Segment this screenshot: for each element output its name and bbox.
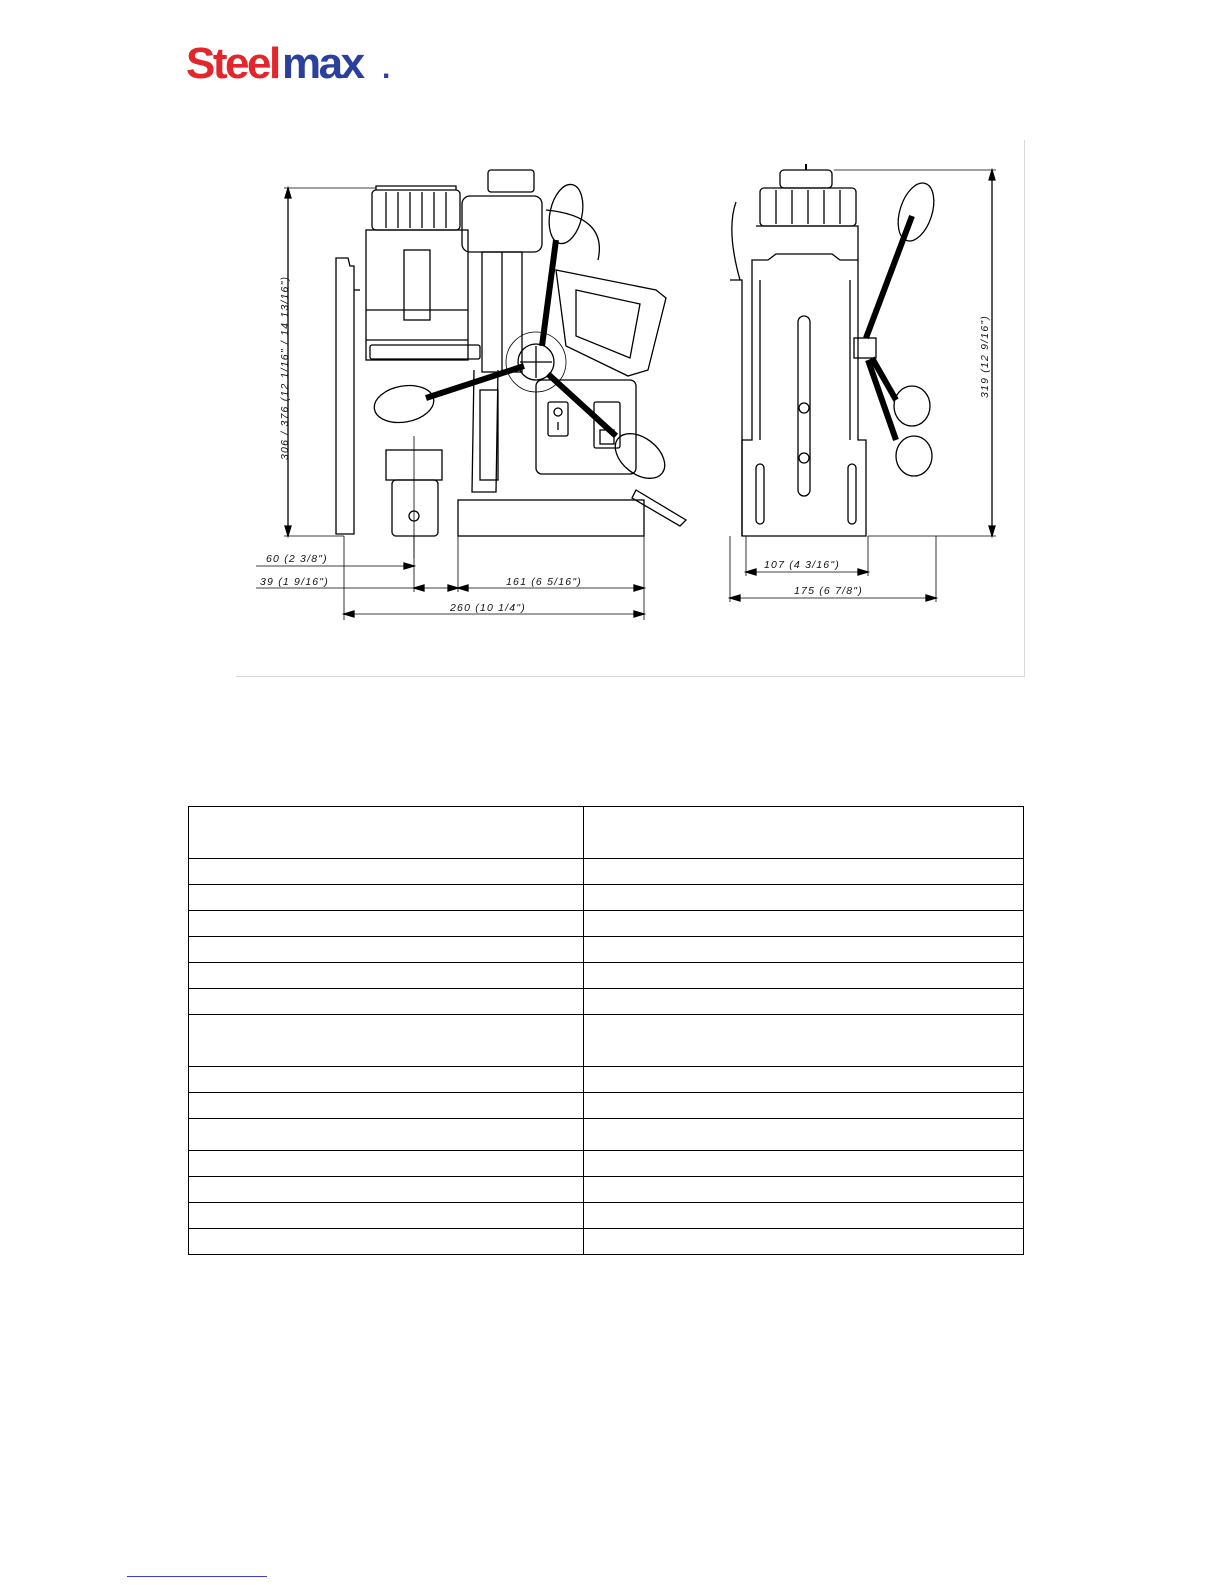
technical-drawing xyxy=(236,140,1025,677)
spec-label-cell xyxy=(189,1067,584,1093)
spec-value-cell xyxy=(584,807,1024,859)
spec-value-cell xyxy=(584,1119,1024,1151)
dim-height-side: 306 / 376 (12 1/16" / 14 13/16") xyxy=(279,275,291,460)
spec-label-cell xyxy=(189,807,584,859)
table-row xyxy=(189,859,1024,885)
spec-label-cell xyxy=(189,989,584,1015)
spec-value-cell xyxy=(584,1093,1024,1119)
spec-value-cell xyxy=(584,1151,1024,1177)
spec-label-cell xyxy=(189,937,584,963)
spec-value-cell xyxy=(584,1203,1024,1229)
spec-label-cell xyxy=(189,1151,584,1177)
drawing-svg xyxy=(236,140,1024,676)
spec-label-cell xyxy=(189,1177,584,1203)
table-row xyxy=(189,885,1024,911)
table-row xyxy=(189,1203,1024,1229)
table-row xyxy=(189,911,1024,937)
table-row xyxy=(189,989,1024,1015)
spec-label-cell xyxy=(189,859,584,885)
dim-175: 175 (6 7/8") xyxy=(794,585,863,597)
logo-mark: . xyxy=(382,52,391,85)
dim-60: 60 (2 3/8") xyxy=(266,553,328,565)
spec-value-cell xyxy=(584,989,1024,1015)
spec-label-cell xyxy=(189,885,584,911)
dim-107: 107 (4 3/16") xyxy=(764,559,840,571)
dim-39: 39 (1 9/16") xyxy=(260,576,329,588)
spec-value-cell xyxy=(584,1067,1024,1093)
dim-161: 161 (6 5/16") xyxy=(506,576,582,588)
spec-label-cell xyxy=(189,1119,584,1151)
logo-text-blue: max xyxy=(282,40,363,88)
spec-label-cell xyxy=(189,1229,584,1255)
table-row xyxy=(189,1229,1024,1255)
steelmax-logo xyxy=(186,40,396,88)
table-row xyxy=(189,963,1024,989)
spec-value-cell xyxy=(584,1229,1024,1255)
table-row xyxy=(189,1119,1024,1151)
table-row xyxy=(189,1151,1024,1177)
spec-table xyxy=(188,806,1024,1255)
spec-label-cell xyxy=(189,963,584,989)
spec-table-body xyxy=(189,807,1024,1255)
spec-value-cell xyxy=(584,859,1024,885)
dim-height-front: 319 (12 9/16") xyxy=(979,315,991,398)
spec-label-cell xyxy=(189,1015,584,1067)
table-row xyxy=(189,937,1024,963)
table-row xyxy=(189,1067,1024,1093)
spec-value-cell xyxy=(584,937,1024,963)
spec-label-cell xyxy=(189,1093,584,1119)
spec-value-cell xyxy=(584,1177,1024,1203)
spec-value-cell xyxy=(584,911,1024,937)
table-row xyxy=(189,1177,1024,1203)
footer-link-underline[interactable] xyxy=(127,1576,267,1577)
front-view xyxy=(730,164,996,602)
spec-value-cell xyxy=(584,963,1024,989)
table-row xyxy=(189,1093,1024,1119)
spec-label-cell xyxy=(189,1203,584,1229)
spec-value-cell xyxy=(584,885,1024,911)
dim-260: 260 (10 1/4") xyxy=(450,602,526,614)
logo-text-red: Steel xyxy=(186,40,279,88)
table-row xyxy=(189,807,1024,859)
table-row xyxy=(189,1015,1024,1067)
spec-label-cell xyxy=(189,911,584,937)
spec-value-cell xyxy=(584,1015,1024,1067)
